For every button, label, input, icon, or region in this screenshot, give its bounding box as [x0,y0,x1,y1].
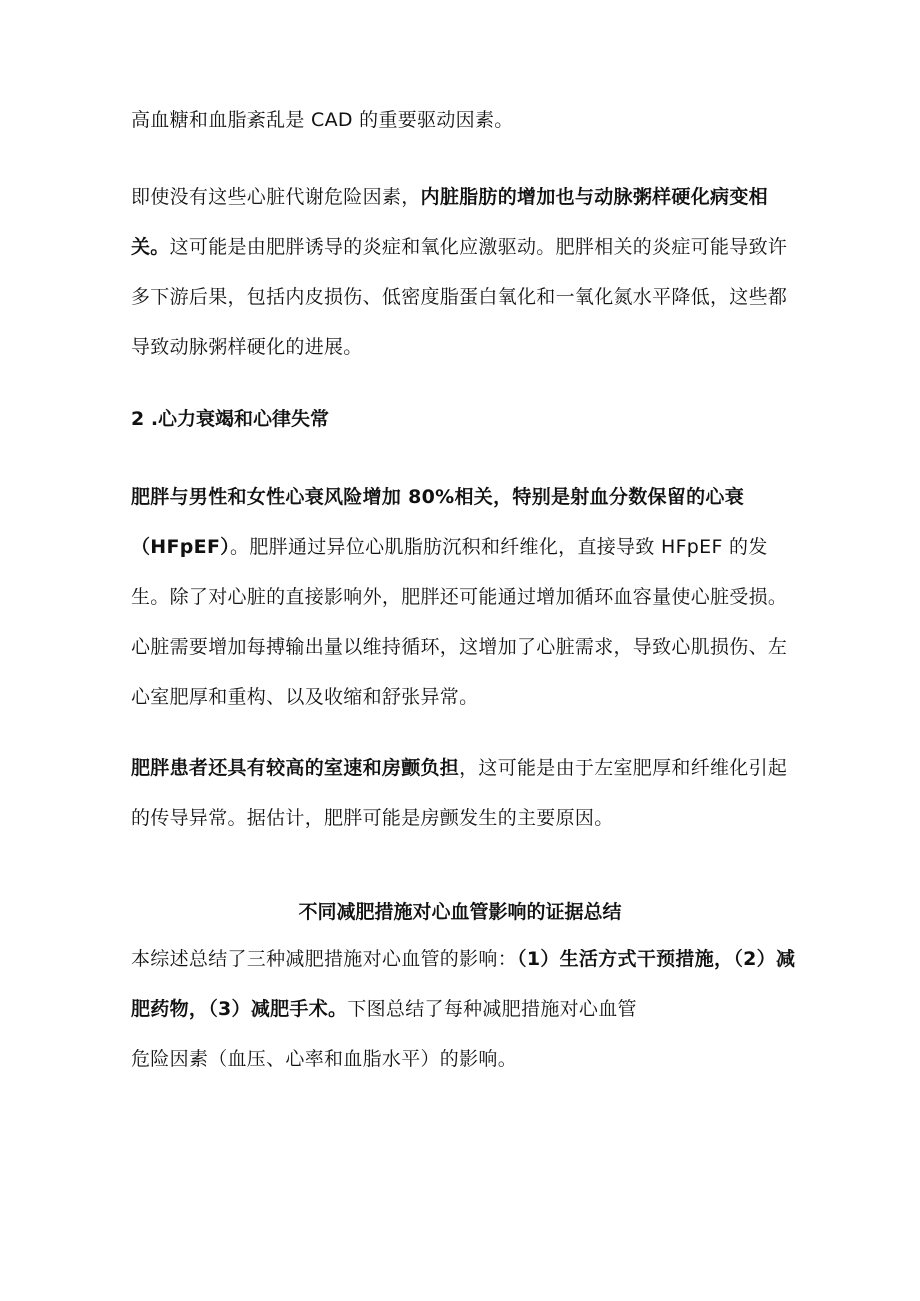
paragraph-visceral-fat [131,172,799,372]
paragraph-arrhythmia [131,743,799,843]
paragraph-cad-drivers [131,95,799,145]
paragraph-bold-emphasis: 肥胖患者还具有较高的室速和房颤负担 [131,757,460,779]
paragraph-text-lead: 即使没有这些心脏代谢危险因素， [131,186,421,208]
paragraph-bold-emphasis: （1）生活方式干预措施，（2）减肥药物，（3）减肥手术。 [131,948,796,1020]
section-heading: 2 .心力衰竭和心律失常 [131,408,330,430]
paragraph-text-body: 。肥胖通过异位心肌脂肪沉积和纤维化，直接导致 HFpEF 的发生。除了对心脏的直接影响外，肥胖还可能通过增加循环血容量使心脏受损。心脏需要增加每搏输出量以维持循环，这增加了心脏需求，导致心肌损伤、左心室肥厚和重构、以及收缩和舒张异常。 [131,536,788,708]
paragraph-text: 高血糖和血脂紊乱是 CAD 的重要驱动因素。 [131,109,514,131]
paragraph-heart-failure [131,472,799,722]
paragraph-text-body: 下图总结了每种减肥措施对心血管 [347,998,637,1020]
paragraph-text-lead: 本综述总结了三种减肥措施对心血管的影响： [131,948,518,970]
paragraph-bold-emphasis: 肥胖与男性和女性心衰风险增加 80%相关，特别是射血分数保留的心衰（HFpEF） [131,486,744,558]
paragraph-text-body: 这可能是由肥胖诱导的炎症和氧化应激驱动。肥胖相关的炎症可能导致许多下游后果，包括内皮损伤、低密度脂蛋白氧化和一氧化氮水平降低，这些都导致动脉粥样硬化的进展。 [131,236,788,358]
paragraph-summary [131,934,801,1084]
summary-title: 不同减肥措施对心血管影响的证据总结 [298,901,622,923]
paragraph-bold-emphasis: 内脏脂肪的增加也与动脉粥样硬化病变相关。 [131,186,768,258]
paragraph-text-body: ，这可能是由于左室肥厚和纤维化引起的传导异常。据估计，肥胖可能是房颤发生的主要原因。 [131,757,788,829]
paragraph-text-continued: 危险因素（血压、心率和血脂水平）的影响。 [131,1048,518,1070]
